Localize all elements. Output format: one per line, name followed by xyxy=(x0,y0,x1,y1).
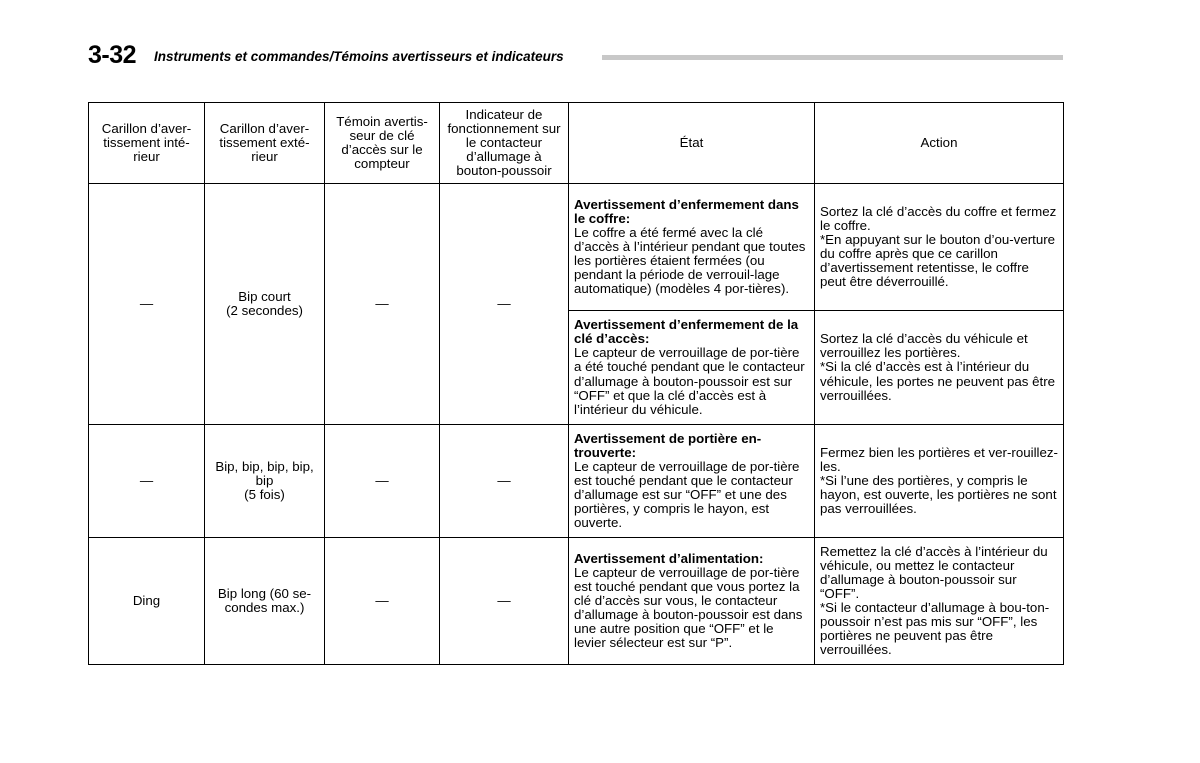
table-row xyxy=(89,538,1064,665)
state-title: Avertissement d’enfermement de la clé d’accès: xyxy=(574,317,799,347)
state-description: Le coffre a été fermé avec la clé d’accès à l’intérieur pendant que toutes les portières étaient fermées (ou pendant la période de verrouil-lage automatique) (modèles 4 por-tières). xyxy=(574,224,806,297)
page-number: 3-32 xyxy=(88,41,137,69)
state-description: Le capteur de verrouillage de por-tière est touché pendant que le contacteur d’allumage est sur “OFF” et une des portières, y compris le hayon, est ouverte. xyxy=(574,458,800,531)
action-cell xyxy=(815,538,1064,665)
header-exterior-chime: Carillon d’aver-tissement exté-rieur xyxy=(205,103,325,184)
state-title: Avertissement d’alimentation: xyxy=(574,550,764,566)
table-row xyxy=(89,425,1064,538)
key-warning-light-cell: — xyxy=(325,425,440,538)
interior-chime-cell: Ding xyxy=(89,538,205,665)
exterior-chime-cell: Bip court (2 secondes) xyxy=(205,184,325,425)
warning-table xyxy=(88,102,1064,665)
state-title: Avertissement de portière en-trouverte: xyxy=(574,430,762,460)
indicator-cell: — xyxy=(440,184,569,425)
exterior-chime-cell: Bip, bip, bip, bip, bip (5 fois) xyxy=(205,425,325,538)
action-text: Sortez la clé d’accès du véhicule et verrouillez les portières. *Si la clé d’accès est à l’intérieur du véhicule, les portes ne peuvent pas être verrouillées. xyxy=(820,331,1056,403)
interior-chime-cell: — xyxy=(89,425,205,538)
header-state: État xyxy=(569,103,815,184)
state-description: Le capteur de verrouillage de por-tière est touché pendant que vous portez la clé d’accès sur vous, le contacteur d’allumage à bouton-poussoir est dans une autre position que “OFF” et le levier sélecteur est sur “P”. xyxy=(574,564,803,651)
header-action: Action xyxy=(815,103,1064,184)
action-cell xyxy=(815,184,1064,311)
header-rule xyxy=(602,55,1063,60)
state-cell xyxy=(569,311,815,425)
page-header xyxy=(88,40,1063,70)
action-cell xyxy=(815,425,1064,538)
state-description: Le capteur de verrouillage de por-tière a été touché pendant que le contacteur d’allumage à bouton-poussoir est sur “OFF” et que la clé d’accès est à l’intérieur du véhicule. xyxy=(574,345,805,417)
interior-chime-cell: — xyxy=(89,184,205,425)
action-text: Sortez la clé d’accès du coffre et fermez le coffre. *En appuyant sur le bouton d’ou-verture du coffre après que ce carillon d’avertissement retentisse, le coffre peut être déverrouillé. xyxy=(820,203,1057,290)
state-cell xyxy=(569,425,815,538)
indicator-cell: — xyxy=(440,538,569,665)
key-warning-light-cell: — xyxy=(325,184,440,425)
state-title: Avertissement d’enfermement dans le coffre: xyxy=(574,196,799,226)
header-push-button-indicator: Indicateur de fonctionnement sur le contacteur d’allumage à bouton-poussoir xyxy=(440,103,569,184)
header-interior-chime: Carillon d’aver-tissement inté-rieur xyxy=(89,103,205,184)
table-header-row xyxy=(89,103,1064,184)
state-cell xyxy=(569,538,815,665)
table-row xyxy=(89,184,1064,311)
action-text: Fermez bien les portières et ver-rouillez-les. *Si l’une des portières, y compris le hayon, est ouverte, les portières ne sont pas verrouillées. xyxy=(820,444,1058,517)
exterior-chime-cell: Bip long (60 se-condes max.) xyxy=(205,538,325,665)
action-text: Remettez la clé d’accès à l’intérieur du véhicule, ou mettez le contacteur d’allumage à bouton-poussoir sur “OFF”. *Si le contacteur d’allumage à bou-ton-poussoir n’est pas mis sur “OFF”, les portières ne peuvent pas être verrouillées. xyxy=(820,543,1050,658)
header-key-warning-light: Témoin avertis-seur de clé d’accès sur le compteur xyxy=(325,103,440,184)
action-cell xyxy=(815,311,1064,425)
state-cell xyxy=(569,184,815,311)
section-title: Instruments et commandes/Témoins avertisseurs et indicateurs xyxy=(154,49,564,64)
key-warning-light-cell: — xyxy=(325,538,440,665)
indicator-cell: — xyxy=(440,425,569,538)
